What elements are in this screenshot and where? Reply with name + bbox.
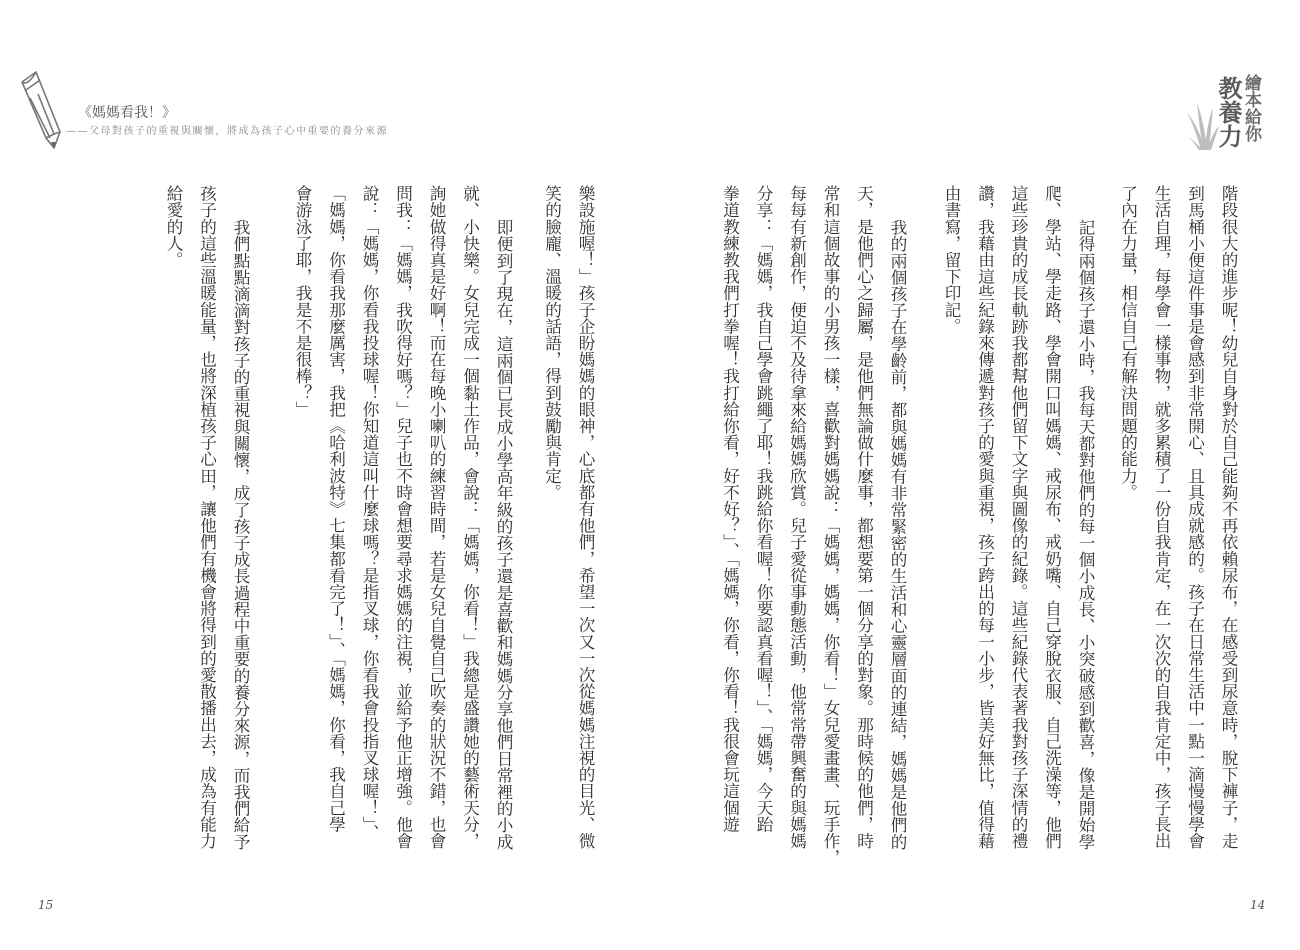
paragraph [1111,185,1245,875]
text-column: 詢她做得真是好啊！而在每晚小喇叭的練習時間，若是女兒自覺自己吹奏的狀況不錯，也會 [427,185,446,849]
text-column: 就、小快樂。女兒完成一個黏土作品，會說：「媽媽，你看！」我總是盛讚她的藝術天分， [460,185,480,849]
text-column: 天，是他們心之歸屬，是他們無論做什麼事，都想要第一個分享的對象。那時候的他們，時 [854,185,874,849]
paragraph [157,185,258,875]
series-logo [1185,70,1275,160]
text-column: 孩子的這些溫暖能量，也將深植孩子心田，讓他們有機會將得到的愛散播出去，成為有能力 [197,185,217,849]
text-column: 了內在力量，相信自己有解決問題的能力。 [1118,185,1138,501]
text-column: 由書寫，留下印記。 [942,185,961,335]
text-column: 會游泳了耶，我是不是很棒？」 [293,185,312,418]
chapter-subtitle: ——父母對孩子的重視與關懷，將成為孩子心中重要的養分來源 [66,126,388,137]
paragraph [535,185,602,875]
text-column: 到馬桶小便這件事是會感到非常開心、且具成就感的。孩子在日常生活中一點一滴慢慢學會 [1185,185,1205,849]
text-column: 樂設施喔！」孩子企盼媽媽的眼神，心底都有他們，希望一次又一次從媽媽注視的目光、微 [576,185,595,849]
text-column: 生活自理，每學會一樣事物，就多累積了一份自我肯定，在一次次的自我肯定中，孩子長出 [1152,185,1171,849]
text-column: 拳道教練教我們打拳喔！我打給你看，好不好？」、「媽媽，你看，你看！我很會玩這個遊 [720,185,740,833]
text-column: 問我：「媽媽，我吹得好嗎？」兒子也不時會想要尋求媽媽的注視，並給予他正增強。他會 [393,185,413,849]
text-column: 笑的臉龐、溫暖的話語，得到鼓勵與肯定。 [542,185,562,501]
page-number-right: 14 [1250,898,1266,912]
text-column: 我們點點滴滴對孩子的重視與關懷，成了孩子成長過程中重要的養分來源，而我們給予 [231,219,250,850]
text-column: 說：「媽媽，你看我投球喔！你知道這叫什麼球嗎？是指叉球，你看我會投指叉球喔！」、 [360,185,379,841]
text-column: 階段很大的進步呢！幼兒自身對於自己能夠不再依賴尿布，在感受到尿意時，脫下褲子，走 [1219,185,1238,849]
text-column: 「媽媽，你看我那麼厲害，我把《哈利波特》七集都看完了！」、「媽媽，你看，我自己學 [326,185,346,833]
logo-text-line1: 繪本給你 [1241,74,1261,142]
text-column: 分享：「媽媽，我自己學會跳繩了耶！我跳給你看喔！你要認真看喔！」、「媽媽，今天跆 [754,185,773,833]
paragraph [935,185,1103,875]
chapter-title: 《媽媽看我！》 [78,105,176,121]
page-number-left: 15 [38,898,54,912]
pencil-icon [18,68,62,150]
text-column: 記得兩個孩子還小時，我每天都對他們的每一個小成長、小突破感到歡喜，像是開始學 [1076,219,1095,850]
text-column: 爬、學站、學走路、學會開口叫媽媽、戒尿布、戒奶嘴、自己穿脫衣服、自己洗澡等，他們 [1042,185,1062,849]
text-column: 給愛的人。 [164,185,183,268]
text-column: 這些珍貴的成長軌跡我都幫他們留下文字與圖像的紀錄。這些紀錄代表著我對孩子深情的禮 [1009,185,1028,849]
logo-text-line2: 教養力 [1214,76,1242,148]
text-column: 讚，我藉由這些紀錄來傳遞對孩子的愛與重視，孩子跨出的每一小步，皆美好無比，值得藉 [975,185,995,849]
text-column: 每每有新創作，便迫不及待拿來給媽媽欣賞。兒子愛從事動態活動，他常常帶興奮的與媽媽 [787,185,807,849]
paragraph [286,185,521,875]
text-column: 即便到了現在，這兩個已長成小學高年級的孩子還是喜歡和媽媽分享他們日常裡的小成 [494,219,513,850]
text-column: 常和這個故事的小男孩一樣，喜歡對媽媽說：「媽媽，媽媽，你看！」女兒愛畫畫、玩手作， [821,185,840,866]
paragraph [713,185,914,875]
text-column: 我的兩個孩子在學齡前，都與媽媽有非常緊密的生活和心靈層面的連結，媽媽是他們的 [888,219,907,850]
